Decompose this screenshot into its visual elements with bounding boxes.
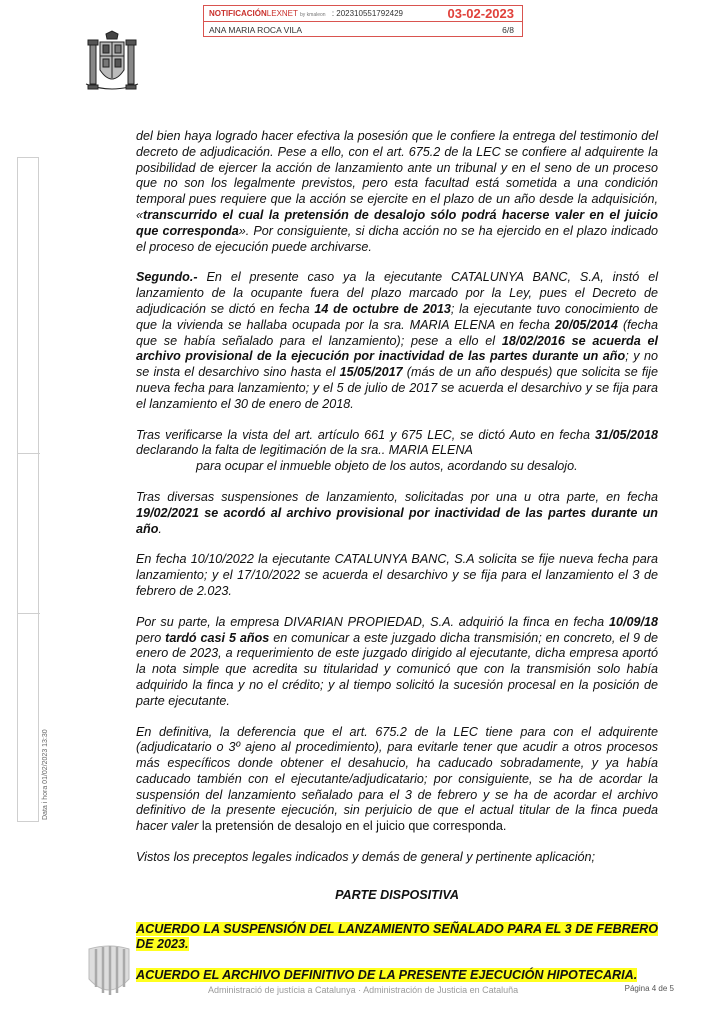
by-label: by kmaleon <box>300 12 326 18</box>
paragraph: En fecha 10/10/2022 la ejecutante CATALUNYA BANC, S.A solicita se fije nueva fecha para lanzamiento; y el 17/10/2022 se acuerda el desarchivo y se fija para el lanzamiento el 3 de febrero de 2.023. <box>136 552 658 598</box>
section-heading: Segundo.- <box>136 270 198 285</box>
notification-label: NOTIFICACIÓN <box>209 9 267 18</box>
text: ; la ejecutante tuvo conocimiento de que la vivienda se hallaba ocupada por la sra. MARIA ELENA en fecha <box>136 301 658 332</box>
emphasis: tardó casi 5 años <box>165 630 270 645</box>
emphasis: 10/09/18 <box>608 614 658 629</box>
paragraph <box>136 725 658 836</box>
ruling-item <box>136 968 658 984</box>
date-stamp: Data i hora 01/02/2023 13:30 <box>42 729 49 820</box>
emphasis: 19/02/2021 se acordó al archivo provisional por inactividad de las partes durante un año <box>136 505 658 536</box>
paragraph <box>136 615 658 710</box>
text: . <box>158 521 162 536</box>
emphasis: 20/05/2014 <box>554 317 618 332</box>
text: en comunicar a este juzgado dicha transmisión; en concreto, el 9 de enero de 2023, a requerimiento de este juzgado dirigido al ejecutante, dicha empresa aportó la nota simple que acredita su titularidad y comunicó que con la transmisión solo había adquirido la finca y no el crédito; y al tiempo solicitó la sucesión procesal en la posición de parte ejecutante. <box>136 630 658 708</box>
text: ; y no se insta el desarchivo sino hasta el <box>136 349 658 380</box>
notification-date: 03-02-2023 <box>447 6 514 21</box>
paragraph <box>136 428 658 475</box>
paragraph <box>136 270 658 412</box>
text: ». Por consiguiente, si dicha acción no se ha ejercido en el plazo indicado el proceso de ejecución puede archivarse. <box>136 223 658 254</box>
text: En el presente caso ya la ejecutante CATALUNYA BANC, S.A, instó el lanzamiento de la ocupante fuera del plazo marcado por la Ley, pues el Decreto de adjudicación se dictó en fecha <box>136 270 658 316</box>
text: (más de un año después) que solicita se fije nueva fecha para lanzamiento; y el 5 de julio de 2017 se acuerda el desarchivo y se fija para el lanzamiento el 30 de enero de 2018. <box>136 365 658 411</box>
text: (fecha que se había señalado para el lanzamiento); pese a ello el <box>136 317 658 348</box>
highlighted-text: ACUERDO LA SUSPENSIÓN DEL LANZAMIENTO SEÑALADO PARA EL 3 DE FEBRERO DE 2023. <box>136 921 658 952</box>
paragraph <box>136 129 658 255</box>
emphasis: 15/05/2017 <box>339 365 403 380</box>
margin-divider <box>18 453 40 454</box>
document-body <box>136 129 658 999</box>
generalitat-logo-icon <box>86 943 132 999</box>
text: Tras verificarse la vista del art. artículo 661 y 675 LEC, se dictó Auto en fecha <box>136 427 595 442</box>
footer-text: Administració de justícia a Catalunya · Administración de Justicia en Cataluña <box>208 985 519 995</box>
text: declarando la falta de legitimación de la sra.. MARIA ELENA <box>136 443 473 458</box>
page-number: Página 4 de 5 <box>624 984 674 993</box>
notification-number: : 202310551792429 <box>331 9 403 18</box>
notification-recipient-row <box>209 23 514 37</box>
margin-frame <box>17 157 39 822</box>
emphasis: transcurrido el cual la pretensión de desalojo sólo podrá hacerse valer en el juicio que corresponda <box>136 207 658 238</box>
notification-pages: 6/8 <box>502 25 514 35</box>
emphasis: 14 de octubre de 2013 <box>314 301 451 316</box>
emphasis: 31/05/2018 <box>594 427 658 442</box>
lexnet-label: LEXNET <box>266 9 298 18</box>
notification-header-row <box>204 6 522 22</box>
paragraph: Vistos los preceptos legales indicados y demás de general y pertinente aplicación; <box>136 850 596 865</box>
text: Tras diversas suspensiones de lanzamiento, solicitadas por una u otra parte, en fecha <box>136 489 658 504</box>
text: En definitiva, la deferencia que el art. 675.2 de la LEC tiene para con el adquirente (adjudicatario o 3º ajeno al procedimiento), para evitarle tener que acudir a otros procesos más específicos donde obtener el desahucio, ha caducado sobradamente, y ya había caducado también con el ejecutante/adjudicatario; por consiguiente, se ha de acordar la suspensión del lanzamiento señalado para el 3 de febrero y se ha de acordar el archivo definitivo de la presente ejecución, sin perjuicio de que el actual titular de la finca pueda hacer valer <box>136 724 658 834</box>
notification-box <box>203 5 523 37</box>
paragraph <box>136 490 658 537</box>
text: Por su parte, la empresa DIVARIAN PROPIEDAD, S.A. adquirió la finca en fecha <box>136 614 609 629</box>
coat-of-arms-icon <box>84 30 140 94</box>
ruling-item <box>136 922 658 954</box>
emphasis: 18/02/2016 se acuerda el archivo provisional de la ejecución por inactividad de las partes durante un año <box>136 333 659 364</box>
text: la pretensión de desalojo en el juicio que corresponda. <box>201 819 507 834</box>
text: para ocupar el inmueble objeto de los autos, acordando su desalojo. <box>196 459 578 474</box>
text: pero <box>136 630 166 645</box>
margin-divider <box>18 613 40 614</box>
recipient-name: ANA MARIA ROCA VILA <box>209 25 303 35</box>
section-title: PARTE DISPOSITIVA <box>335 887 459 902</box>
text: del bien haya logrado hacer efectiva la posesión que le confiere la entrega del testimonio del decreto de adjudicación. Pese a ello, con el art. 675.2 de la LEC se confiere al adquirente la posibilidad de ejercer la acción de lanzamiento ante un tribunal y en el seno de un proceso que no son los legalmente previstos, pero esta facultad está sometida a una condición temporal pues requiere que la acción se ejercite en el plazo de un año desde la adquisición, « <box>136 129 658 222</box>
highlighted-text: ACUERDO EL ARCHIVO DEFINITIVO DE LA PRESENTE EJECUCIÓN HIPOTECARIA. <box>136 968 638 983</box>
